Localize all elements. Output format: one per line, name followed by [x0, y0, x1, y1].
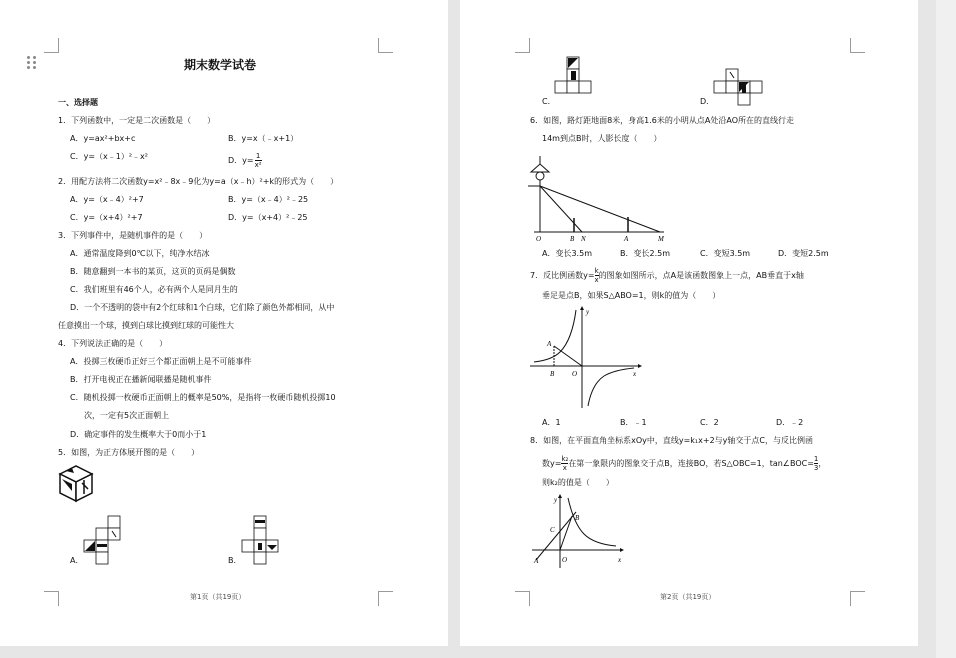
q8-stem: 8．如图，在平面直角坐标系xOy中，直线y=k₁x+2与y轴交于点C，与反比例函 [530, 436, 813, 445]
crop-mark [850, 591, 865, 606]
q5-option-b: B． [228, 556, 242, 565]
crop-mark [378, 591, 393, 606]
q3-option-d-cont: 任意摸出一个球，摸到白球比摸到红球的可能性大 [58, 321, 234, 330]
cube-figure [58, 465, 94, 503]
vertical-scrollbar[interactable] [936, 0, 956, 658]
q7-label-y: y [586, 308, 590, 316]
q4-option-b: B．打开电视正在播新闻联播是随机事件 [70, 375, 212, 384]
section-heading: 一、选择题 [58, 98, 98, 107]
q7-stem: 7．反比例函数y= $\frac{k}{x}$ 的图象如图所示，点A是该函数图象上一点，AB垂直于x轴 [530, 267, 804, 284]
q6-label-o: O [536, 235, 542, 243]
q6-option-d: D．变短2.5m [778, 249, 829, 258]
q1-option-a: A．y=ax²+bx+c [70, 134, 136, 143]
q6-streetlight-figure [528, 154, 668, 243]
q1-stem: 1．下列函数中，一定是二次函数是（ ） [58, 116, 216, 125]
q2-option-c: C．y=（x+4）²+7 [70, 213, 143, 222]
q6-stem-cont: 14m到点B时，人影长度（ ） [542, 134, 662, 143]
q6-stem: 6．如图，路灯距地面8米，身高1.6米的小明从点A处沿AO所在的直线行走 [530, 116, 795, 125]
drag-handle-icon[interactable] [27, 56, 37, 70]
q4-stem: 4．下列说法正确的是（ ） [58, 339, 168, 348]
q8-label-a: A [534, 557, 539, 565]
q8-graph-figure [532, 494, 626, 570]
q5-option-a: A． [70, 556, 84, 565]
q5-stem: 5．如图，为正方体展开图的是（ ） [58, 448, 200, 457]
q4-option-d: D．确定事件的发生概率大于0而小于1 [70, 430, 207, 439]
q8-label-b: B [575, 514, 580, 522]
q6-label-n: N [581, 235, 586, 243]
page-footer: 第2页（共19页） [660, 593, 716, 601]
q6-label-a: A [624, 235, 629, 243]
net-option-b [242, 515, 282, 567]
q2-option-d: D．y=（x+4）²﹣25 [228, 213, 308, 222]
q7-option-b: B．﹣1 [620, 418, 647, 427]
q6-option-b: B．变长2.5m [620, 249, 671, 258]
page-2 [460, 0, 918, 646]
q1-option-b: B．y=x（﹣x+1） [228, 134, 299, 143]
q5-option-c: C． [542, 97, 556, 106]
crop-mark [378, 38, 393, 53]
q7-label-b: B [550, 370, 555, 378]
q4-option-c: C．随机投掷一枚硬币正面朝上的概率是50%，是指将一枚硬币随机投掷10 [70, 393, 336, 402]
q7-option-c: C．2 [700, 418, 719, 427]
page-title: 期末数学试卷 [184, 58, 257, 72]
crop-mark [515, 38, 530, 53]
q7-label-x: x [633, 370, 637, 378]
crop-mark [515, 591, 530, 606]
q8-label-o: O [562, 556, 568, 564]
net-option-d [714, 68, 766, 104]
crop-mark [850, 38, 865, 53]
q2-option-a: A．y=（x﹣4）²+7 [70, 195, 144, 204]
q2-stem: 2．用配方法将二次函数y=x²﹣8x﹣9化为y=a（x﹣h）²+k的形式为（ ） [58, 177, 339, 186]
net-option-c [555, 56, 595, 104]
crop-mark [44, 38, 59, 53]
q4-option-c-cont: 次，一定有5次正面朝上 [84, 411, 170, 420]
page-footer: 第1页（共19页） [190, 593, 246, 601]
q7-option-d: D．﹣2 [776, 418, 804, 427]
q4-option-a: A．投掷三枚硬币正好三个都正面朝上是不可能事件 [70, 357, 252, 366]
q3-option-d: D．一个不透明的袋中有2个红球和1个白球，它们除了颜色外都相同，从中 [70, 303, 335, 312]
q7-stem-cont: 垂足是点B，如果S△ABO=1，则k的值为（ ） [542, 291, 721, 300]
q6-option-a: A．变长3.5m [542, 249, 592, 258]
page-1 [0, 0, 448, 646]
crop-mark [44, 591, 59, 606]
q8-label-y: y [554, 496, 558, 504]
q1-option-c: C．y=（x﹣1）²﹣x² [70, 152, 148, 161]
q7-label-o: O [572, 370, 578, 378]
q8-stem-cont-2: 则k₂的值是（ ） [542, 478, 614, 487]
q5-option-d: D． [700, 97, 715, 106]
q1-option-d: D．y= $\frac{1}{\text{x²}}$ [228, 152, 262, 169]
q7-hyperbola-figure [530, 306, 642, 410]
q3-option-b: B．随意翻到一本书的某页，这页的页码是偶数 [70, 267, 236, 276]
q3-option-c: C．我们班里有46个人，必有两个人是同月生的 [70, 285, 238, 294]
q8-label-c: C [550, 526, 555, 534]
q7-label-a: A [547, 340, 552, 348]
q6-label-b: B [570, 235, 575, 243]
q3-stem: 3．下列事件中，是随机事件的是（ ） [58, 231, 208, 240]
q8-label-x: x [618, 556, 622, 564]
q6-label-m: M [658, 235, 664, 243]
q7-option-a: A．1 [542, 418, 561, 427]
q8-stem-cont: 数y= $\frac{\text{k₂}}{x}$ 在第一象限内的图象交于点B，连接BO，若S△OBC=1，tan∠BOC= $\frac{1}{3}$ ， [542, 455, 827, 472]
q2-option-b: B．y=（x﹣4）²﹣25 [228, 195, 309, 204]
q3-option-a: A．通常温度降到0℃以下，纯净水结冰 [70, 249, 210, 258]
q6-option-c: C．变短3.5m [700, 249, 751, 258]
net-option-a [84, 515, 124, 567]
